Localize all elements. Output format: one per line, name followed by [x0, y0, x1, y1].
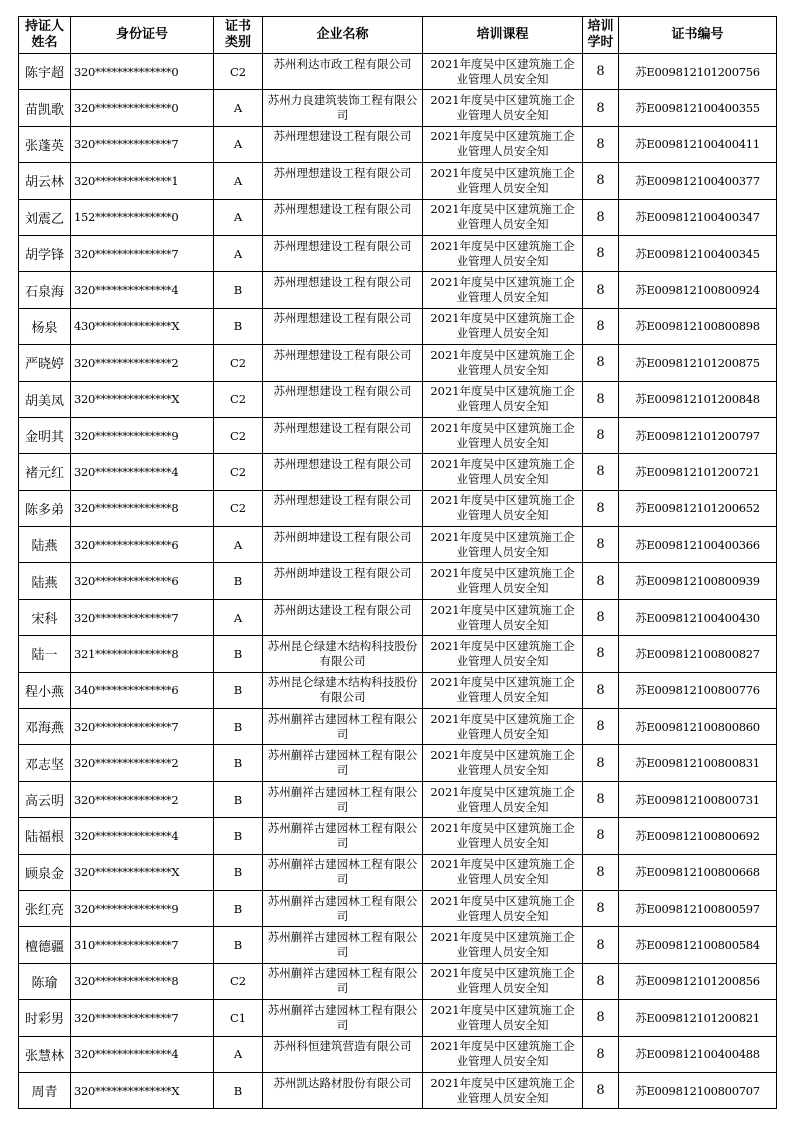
id-number-cell: 310**************7	[71, 927, 214, 963]
id-number-cell: 320**************2	[71, 345, 214, 381]
course-cell	[423, 709, 583, 745]
course-cell	[423, 163, 583, 199]
cert-class-cell: A	[214, 1036, 263, 1072]
course-cell	[423, 781, 583, 817]
company-cell	[263, 381, 423, 417]
cert-class-cell: C2	[214, 381, 263, 417]
cert-no-cell: 苏E009812100800860	[619, 709, 777, 745]
cert-no-cell: 苏E009812100400430	[619, 599, 777, 635]
cert-no-cell: 苏E009812101200756	[619, 54, 777, 90]
cert-no-cell: 苏E009812100800831	[619, 745, 777, 781]
id-number-cell: 320**************X	[71, 854, 214, 890]
course-cell	[423, 454, 583, 490]
course-cell	[423, 563, 583, 599]
table-row	[19, 90, 777, 126]
cert-no-cell: 苏E009812100400345	[619, 235, 777, 271]
company-cell-text: 苏州理想建设工程有限公司	[273, 347, 412, 362]
hours-cell: 8	[583, 781, 619, 817]
cert-no-cell: 苏E009812100400488	[619, 1036, 777, 1072]
course-cell	[423, 1036, 583, 1072]
company-cell	[263, 454, 423, 490]
hours-cell: 8	[583, 1036, 619, 1072]
hours-cell: 8	[583, 963, 619, 999]
company-cell-text: 苏州理想建设工程有限公司	[273, 456, 412, 471]
company-cell-text: 苏州蒯祥古建园林工程有限公司	[267, 784, 418, 814]
company-cell-text: 苏州理想建设工程有限公司	[273, 275, 412, 290]
header-holder-name: 持证人姓名	[19, 17, 71, 54]
cert-no-cell: 苏E009812100800731	[619, 781, 777, 817]
id-number-cell: 320**************7	[71, 599, 214, 635]
cert-no-cell: 苏E009812100800707	[619, 1072, 777, 1108]
course-cell-text: 2021年度吴中区建筑施工企业管理人员安全知	[430, 566, 575, 596]
company-cell-text: 苏州科恒建筑营造有限公司	[273, 1039, 412, 1054]
cert-class-cell: C2	[214, 454, 263, 490]
cert-no-cell: 苏E009812100400366	[619, 527, 777, 563]
table-row	[19, 1036, 777, 1072]
cert-no-cell: 苏E009812100800827	[619, 636, 777, 672]
course-cell-text: 2021年度吴中区建筑施工企业管理人员安全知	[430, 820, 575, 850]
company-cell-text: 苏州蒯祥古建园林工程有限公司	[267, 748, 418, 778]
holder-name-cell: 杨泉	[19, 308, 71, 344]
holder-name-cell: 陆福根	[19, 818, 71, 854]
cert-no-cell: 苏E009812101200875	[619, 345, 777, 381]
holder-name-cell: 陆燕	[19, 563, 71, 599]
cert-class-cell: B	[214, 854, 263, 890]
hours-cell: 8	[583, 890, 619, 926]
holder-name-cell: 刘震乙	[19, 199, 71, 235]
course-cell-text: 2021年度吴中区建筑施工企业管理人员安全知	[430, 529, 575, 559]
company-cell	[263, 308, 423, 344]
id-number-cell: 320**************7	[71, 709, 214, 745]
course-cell	[423, 490, 583, 526]
cert-no-cell: 苏E009812100800776	[619, 672, 777, 708]
id-number-cell: 320**************4	[71, 1036, 214, 1072]
cert-class-cell: B	[214, 927, 263, 963]
hours-cell: 8	[583, 199, 619, 235]
table-row	[19, 709, 777, 745]
holder-name-cell: 陈多弟	[19, 490, 71, 526]
cert-no-cell: 苏E009812100800584	[619, 927, 777, 963]
company-cell-text: 苏州蒯祥古建园林工程有限公司	[267, 857, 418, 887]
table-row	[19, 854, 777, 890]
cert-no-cell: 苏E009812100400377	[619, 163, 777, 199]
holder-name-cell: 张慧林	[19, 1036, 71, 1072]
cert-no-cell: 苏E009812101200652	[619, 490, 777, 526]
course-cell	[423, 1000, 583, 1036]
hours-cell: 8	[583, 417, 619, 453]
hours-cell: 8	[583, 454, 619, 490]
table-row	[19, 927, 777, 963]
company-cell	[263, 490, 423, 526]
certificate-table	[18, 16, 777, 1109]
cert-class-cell: B	[214, 745, 263, 781]
holder-name-cell: 宋科	[19, 599, 71, 635]
hours-cell: 8	[583, 563, 619, 599]
cert-class-cell: B	[214, 1072, 263, 1108]
course-cell-text: 2021年度吴中区建筑施工企业管理人员安全知	[430, 675, 575, 705]
id-number-cell: 320**************0	[71, 54, 214, 90]
hours-cell: 8	[583, 126, 619, 162]
id-number-cell: 320**************4	[71, 818, 214, 854]
id-number-cell: 152**************0	[71, 199, 214, 235]
id-number-cell: 320**************2	[71, 781, 214, 817]
cert-class-cell: A	[214, 126, 263, 162]
cert-no-cell: 苏E009812101200821	[619, 1000, 777, 1036]
cert-class-cell: C2	[214, 963, 263, 999]
table-row	[19, 163, 777, 199]
course-cell-text: 2021年度吴中区建筑施工企业管理人员安全知	[430, 602, 575, 632]
id-number-cell: 320**************X	[71, 1072, 214, 1108]
hours-cell: 8	[583, 927, 619, 963]
holder-name-cell: 胡美凤	[19, 381, 71, 417]
course-cell-text: 2021年度吴中区建筑施工企业管理人员安全知	[430, 420, 575, 450]
id-number-cell: 320**************6	[71, 563, 214, 599]
company-cell	[263, 781, 423, 817]
cert-no-cell: 苏E009812101200797	[619, 417, 777, 453]
course-cell	[423, 672, 583, 708]
table-row	[19, 54, 777, 90]
course-cell-text: 2021年度吴中区建筑施工企业管理人员安全知	[430, 238, 575, 268]
cert-no-cell: 苏E009812100800597	[619, 890, 777, 926]
company-cell	[263, 1036, 423, 1072]
id-number-cell: 320**************0	[71, 90, 214, 126]
course-cell	[423, 527, 583, 563]
company-cell-text: 苏州凯达路材股份有限公司	[273, 1075, 412, 1090]
table-row	[19, 636, 777, 672]
holder-name-cell: 陈宇超	[19, 54, 71, 90]
table-row	[19, 599, 777, 635]
course-cell	[423, 90, 583, 126]
holder-name-cell: 程小燕	[19, 672, 71, 708]
course-cell-text: 2021年度吴中区建筑施工企业管理人员安全知	[430, 129, 575, 159]
cert-class-cell: C2	[214, 345, 263, 381]
holder-name-cell: 苗凯歌	[19, 90, 71, 126]
company-cell-text: 苏州蒯祥古建园林工程有限公司	[267, 1002, 418, 1032]
cert-no-cell: 苏E009812101200848	[619, 381, 777, 417]
id-number-cell: 320**************7	[71, 1000, 214, 1036]
holder-name-cell: 陆燕	[19, 527, 71, 563]
course-cell	[423, 818, 583, 854]
id-number-cell: 430**************X	[71, 308, 214, 344]
hours-cell: 8	[583, 54, 619, 90]
course-cell-text: 2021年度吴中区建筑施工企业管理人员安全知	[430, 165, 575, 195]
hours-cell: 8	[583, 854, 619, 890]
company-cell	[263, 272, 423, 308]
course-cell-text: 2021年度吴中区建筑施工企业管理人员安全知	[430, 711, 575, 741]
company-cell	[263, 235, 423, 271]
id-number-cell: 320**************4	[71, 272, 214, 308]
company-cell-text: 苏州理想建设工程有限公司	[273, 129, 412, 144]
company-cell-text: 苏州昆仑绿建木结构科技股份有限公司	[267, 638, 418, 668]
id-number-cell: 320**************8	[71, 963, 214, 999]
company-cell-text: 苏州蒯祥古建园林工程有限公司	[267, 711, 418, 741]
cert-no-cell: 苏E009812100800692	[619, 818, 777, 854]
company-cell	[263, 854, 423, 890]
company-cell-text: 苏州理想建设工程有限公司	[273, 420, 412, 435]
company-cell	[263, 745, 423, 781]
course-cell	[423, 54, 583, 90]
cert-class-cell: A	[214, 90, 263, 126]
course-cell-text: 2021年度吴中区建筑施工企业管理人员安全知	[430, 1002, 575, 1032]
company-cell	[263, 890, 423, 926]
table-row	[19, 490, 777, 526]
cert-no-cell: 苏E009812101200856	[619, 963, 777, 999]
hours-cell: 8	[583, 90, 619, 126]
hours-cell: 8	[583, 745, 619, 781]
cert-class-cell: A	[214, 235, 263, 271]
table-row	[19, 272, 777, 308]
header-row	[19, 17, 777, 54]
holder-name-cell: 时彩男	[19, 1000, 71, 1036]
cert-class-cell: B	[214, 272, 263, 308]
cert-class-cell: A	[214, 163, 263, 199]
hours-cell: 8	[583, 308, 619, 344]
company-cell-text: 苏州力良建筑装饰工程有限公司	[267, 93, 418, 123]
company-cell	[263, 672, 423, 708]
course-cell-text: 2021年度吴中区建筑施工企业管理人员安全知	[430, 930, 575, 960]
course-cell	[423, 599, 583, 635]
company-cell-text: 苏州理想建设工程有限公司	[273, 165, 412, 180]
course-cell	[423, 272, 583, 308]
company-cell-text: 苏州理想建设工程有限公司	[273, 493, 412, 508]
cert-class-cell: B	[214, 636, 263, 672]
table-row	[19, 818, 777, 854]
id-number-cell: 320**************2	[71, 745, 214, 781]
cert-no-cell: 苏E009812100800924	[619, 272, 777, 308]
cert-no-cell: 苏E009812100400355	[619, 90, 777, 126]
company-cell	[263, 90, 423, 126]
company-cell-text: 苏州理想建设工程有限公司	[273, 202, 412, 217]
id-number-cell: 321**************8	[71, 636, 214, 672]
cert-no-cell: 苏E009812100400411	[619, 126, 777, 162]
cert-class-cell: B	[214, 890, 263, 926]
course-cell	[423, 963, 583, 999]
company-cell-text: 苏州蒯祥古建园林工程有限公司	[267, 966, 418, 996]
hours-cell: 8	[583, 272, 619, 308]
cert-no-cell: 苏E009812100800668	[619, 854, 777, 890]
company-cell-text: 苏州朗坤建设工程有限公司	[273, 529, 412, 544]
course-cell-text: 2021年度吴中区建筑施工企业管理人员安全知	[430, 1075, 575, 1105]
holder-name-cell: 邓志坚	[19, 745, 71, 781]
cert-class-cell: B	[214, 781, 263, 817]
cert-no-cell: 苏E009812100800939	[619, 563, 777, 599]
company-cell-text: 苏州理想建设工程有限公司	[273, 384, 412, 399]
cert-class-cell: B	[214, 709, 263, 745]
company-cell-text: 苏州蒯祥古建园林工程有限公司	[267, 893, 418, 923]
company-cell	[263, 927, 423, 963]
id-number-cell: 320**************4	[71, 454, 214, 490]
company-cell	[263, 345, 423, 381]
hours-cell: 8	[583, 818, 619, 854]
course-cell	[423, 890, 583, 926]
holder-name-cell: 顾泉金	[19, 854, 71, 890]
company-cell	[263, 163, 423, 199]
course-cell	[423, 417, 583, 453]
company-cell-text: 苏州昆仑绿建木结构科技股份有限公司	[267, 675, 418, 705]
course-cell	[423, 199, 583, 235]
id-number-cell: 320**************7	[71, 235, 214, 271]
hours-cell: 8	[583, 345, 619, 381]
course-cell-text: 2021年度吴中区建筑施工企业管理人员安全知	[430, 347, 575, 377]
course-cell-text: 2021年度吴中区建筑施工企业管理人员安全知	[430, 93, 575, 123]
cert-class-cell: B	[214, 563, 263, 599]
course-cell	[423, 381, 583, 417]
cert-no-cell: 苏E009812100400347	[619, 199, 777, 235]
table-row	[19, 235, 777, 271]
hours-cell: 8	[583, 709, 619, 745]
holder-name-cell: 邓海燕	[19, 709, 71, 745]
table-row	[19, 745, 777, 781]
hours-cell: 8	[583, 636, 619, 672]
table-row	[19, 672, 777, 708]
course-cell	[423, 308, 583, 344]
company-cell	[263, 527, 423, 563]
holder-name-cell: 高云明	[19, 781, 71, 817]
company-cell	[263, 636, 423, 672]
cert-class-cell: C2	[214, 417, 263, 453]
course-cell	[423, 854, 583, 890]
holder-name-cell: 陆一	[19, 636, 71, 672]
company-cell	[263, 963, 423, 999]
table-row	[19, 126, 777, 162]
cert-no-cell: 苏E009812100800898	[619, 308, 777, 344]
cert-class-cell: C2	[214, 54, 263, 90]
table-row	[19, 1000, 777, 1036]
company-cell	[263, 563, 423, 599]
course-cell-text: 2021年度吴中区建筑施工企业管理人员安全知	[430, 1039, 575, 1069]
holder-name-cell: 张红亮	[19, 890, 71, 926]
company-cell	[263, 199, 423, 235]
course-cell-text: 2021年度吴中区建筑施工企业管理人员安全知	[430, 748, 575, 778]
holder-name-cell: 周青	[19, 1072, 71, 1108]
id-number-cell: 320**************6	[71, 527, 214, 563]
table-row	[19, 1072, 777, 1108]
company-cell-text: 苏州朗达建设工程有限公司	[273, 602, 412, 617]
header-id-number: 身份证号	[71, 17, 214, 54]
table-row	[19, 963, 777, 999]
cert-class-cell: A	[214, 527, 263, 563]
course-cell	[423, 636, 583, 672]
header-cert-class: 证书类别	[214, 17, 263, 54]
id-number-cell: 320**************9	[71, 417, 214, 453]
company-cell-text: 苏州蒯祥古建园林工程有限公司	[267, 930, 418, 960]
holder-name-cell: 金明其	[19, 417, 71, 453]
header-company: 企业名称	[263, 17, 423, 54]
header-hours: 培训学时	[583, 17, 619, 54]
company-cell-text: 苏州朗坤建设工程有限公司	[273, 566, 412, 581]
id-number-cell: 320**************9	[71, 890, 214, 926]
hours-cell: 8	[583, 490, 619, 526]
company-cell	[263, 126, 423, 162]
course-cell-text: 2021年度吴中区建筑施工企业管理人员安全知	[430, 384, 575, 414]
cert-class-cell: A	[214, 599, 263, 635]
company-cell-text: 苏州理想建设工程有限公司	[273, 238, 412, 253]
cert-no-cell: 苏E009812101200721	[619, 454, 777, 490]
cert-class-cell: A	[214, 199, 263, 235]
header-course: 培训课程	[423, 17, 583, 54]
course-cell-text: 2021年度吴中区建筑施工企业管理人员安全知	[430, 893, 575, 923]
course-cell	[423, 126, 583, 162]
id-number-cell: 340**************6	[71, 672, 214, 708]
id-number-cell: 320**************8	[71, 490, 214, 526]
holder-name-cell: 石泉海	[19, 272, 71, 308]
course-cell	[423, 235, 583, 271]
course-cell-text: 2021年度吴中区建筑施工企业管理人员安全知	[430, 784, 575, 814]
course-cell	[423, 927, 583, 963]
hours-cell: 8	[583, 235, 619, 271]
header-cert-no: 证书编号	[619, 17, 777, 54]
hours-cell: 8	[583, 1072, 619, 1108]
course-cell-text: 2021年度吴中区建筑施工企业管理人员安全知	[430, 311, 575, 341]
company-cell-text: 苏州蒯祥古建园林工程有限公司	[267, 820, 418, 850]
company-cell	[263, 599, 423, 635]
hours-cell: 8	[583, 527, 619, 563]
id-number-cell: 320**************1	[71, 163, 214, 199]
course-cell-text: 2021年度吴中区建筑施工企业管理人员安全知	[430, 275, 575, 305]
table-row	[19, 527, 777, 563]
id-number-cell: 320**************X	[71, 381, 214, 417]
cert-class-cell: C1	[214, 1000, 263, 1036]
hours-cell: 8	[583, 599, 619, 635]
company-cell	[263, 818, 423, 854]
hours-cell: 8	[583, 1000, 619, 1036]
course-cell-text: 2021年度吴中区建筑施工企业管理人员安全知	[430, 56, 575, 86]
holder-name-cell: 褚元红	[19, 454, 71, 490]
table-row	[19, 563, 777, 599]
course-cell-text: 2021年度吴中区建筑施工企业管理人员安全知	[430, 638, 575, 668]
holder-name-cell: 陈瑜	[19, 963, 71, 999]
table-row	[19, 454, 777, 490]
company-cell	[263, 1072, 423, 1108]
course-cell-text: 2021年度吴中区建筑施工企业管理人员安全知	[430, 202, 575, 232]
cert-class-cell: B	[214, 818, 263, 854]
company-cell	[263, 1000, 423, 1036]
hours-cell: 8	[583, 381, 619, 417]
table-row	[19, 890, 777, 926]
company-cell-text: 苏州理想建设工程有限公司	[273, 311, 412, 326]
table-row	[19, 199, 777, 235]
table-row	[19, 308, 777, 344]
table-row	[19, 381, 777, 417]
course-cell-text: 2021年度吴中区建筑施工企业管理人员安全知	[430, 493, 575, 523]
company-cell	[263, 709, 423, 745]
holder-name-cell: 檀德疆	[19, 927, 71, 963]
id-number-cell: 320**************7	[71, 126, 214, 162]
course-cell-text: 2021年度吴中区建筑施工企业管理人员安全知	[430, 966, 575, 996]
cert-class-cell: B	[214, 308, 263, 344]
holder-name-cell: 胡云林	[19, 163, 71, 199]
company-cell	[263, 417, 423, 453]
table-row	[19, 781, 777, 817]
holder-name-cell: 张蓬英	[19, 126, 71, 162]
company-cell	[263, 54, 423, 90]
holder-name-cell: 严晓婷	[19, 345, 71, 381]
course-cell-text: 2021年度吴中区建筑施工企业管理人员安全知	[430, 857, 575, 887]
cert-class-cell: B	[214, 672, 263, 708]
hours-cell: 8	[583, 672, 619, 708]
holder-name-cell: 胡学锋	[19, 235, 71, 271]
course-cell	[423, 745, 583, 781]
company-cell-text: 苏州利达市政工程有限公司	[273, 56, 412, 71]
course-cell	[423, 345, 583, 381]
hours-cell: 8	[583, 163, 619, 199]
table-row	[19, 345, 777, 381]
cert-class-cell: C2	[214, 490, 263, 526]
course-cell-text: 2021年度吴中区建筑施工企业管理人员安全知	[430, 456, 575, 486]
table-row	[19, 417, 777, 453]
course-cell	[423, 1072, 583, 1108]
